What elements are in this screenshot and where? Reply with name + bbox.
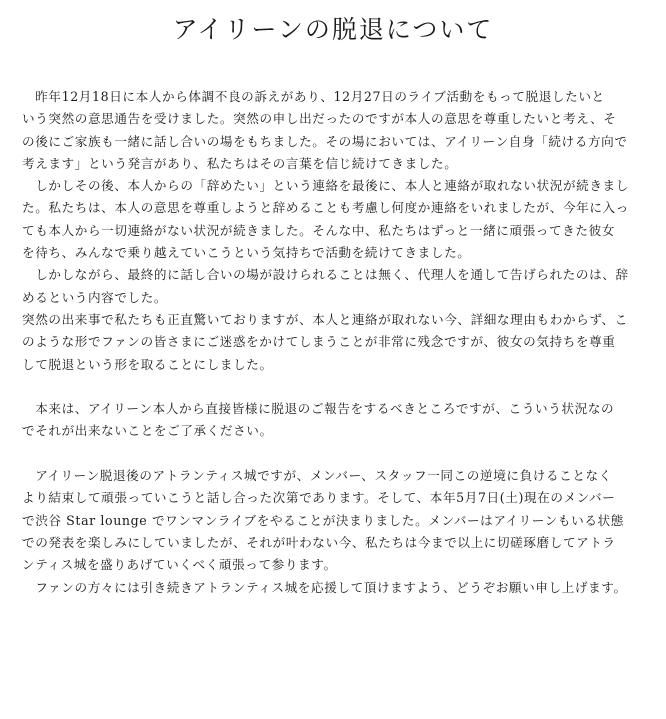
text-line: アイリーン脱退後のアトランティス城ですが、メンバー、スタッフ一同この逆境に負けることなく	[22, 468, 612, 484]
announcement-body	[22, 86, 644, 599]
paragraph-gap	[22, 376, 644, 398]
text-line: 昨年12月18日に本人から体調不良の訴えがあり、12月27日のライブ活動をもって脱退したいと	[22, 89, 605, 104]
paragraph-gap	[22, 443, 644, 465]
text-line: しかしその後、本人からの「辞めたい」という連絡を最後に、本人と連絡が取れない状況が続きまし	[22, 178, 629, 194]
text-line: の後にご家族も一緒に話し合いの場をもちました。その場においては、アイリーン自身「続ける方向で	[22, 133, 628, 149]
text-line: で渋谷 Star lounge でワンマンライブをやることが決まりました。メンバーはアイリーンもいる状態	[22, 512, 624, 528]
text-line: ファンの方々には引き続きアトランティス城を応援して頂けますよう、どうぞお願い申し上げます。	[22, 579, 627, 595]
text-line: のような形でファンの皆さまにご迷惑をかけてしまうことが非常に残念ですが、彼女の気持ちを尊重	[22, 334, 616, 350]
text-line: を待ち、みんなで乗り越えていこうという気持ちで活動を続けてきました。	[22, 245, 471, 261]
text-line: しかしながら、最終的に話し合いの場が設けられることは無く、代理人を通して告げられたのは、辞	[22, 267, 629, 283]
text-line: いう突然の意思通告を受けました。突然の申し出だったのですが本人の意思を尊重したいと考え、そ	[22, 111, 617, 127]
text-line: より結束して頑張っていこうと話し合った次第であります。そして、本年5月7日(土)現在のメンバー	[22, 490, 616, 506]
text-line: 本来は、アイリーン本人から直接皆様に脱退のご報告をするべきところですが、こういう状況なの	[22, 401, 615, 417]
page-title: アイリーンの脱退について	[172, 15, 494, 44]
text-line: でそれが出来ないことをご了承ください。	[22, 423, 273, 439]
text-line: して脱退という形を取ることにしました。	[22, 356, 273, 372]
text-line: ても本人から一切連絡がない状況が続きました。そんな中、私たちはずっと一緒に頑張ってきた彼女	[22, 222, 615, 238]
text-line: 考えます」という発言があり、私たちはその言葉を信じ続けてきました。	[22, 155, 458, 171]
text-line: た。私たちは、本人の意思を尊重しようと辞めることも考慮し何度か連絡をいれましたが、今年に入っ	[22, 200, 629, 216]
text-line: めるという内容でした。	[22, 289, 168, 305]
text-line: での発表を楽しみにしていましたが、それが叶わない今、私たちは今まで以上に切磋琢磨してアトラ	[22, 534, 616, 550]
text-line: 突然の出来事で私たちも正直驚いておりますが、本人と連絡が取れない今、詳細な理由もわからず、こ	[22, 311, 628, 327]
text-line: ンティス城を盛りあげていくべく頑張って参ります。	[22, 557, 337, 573]
